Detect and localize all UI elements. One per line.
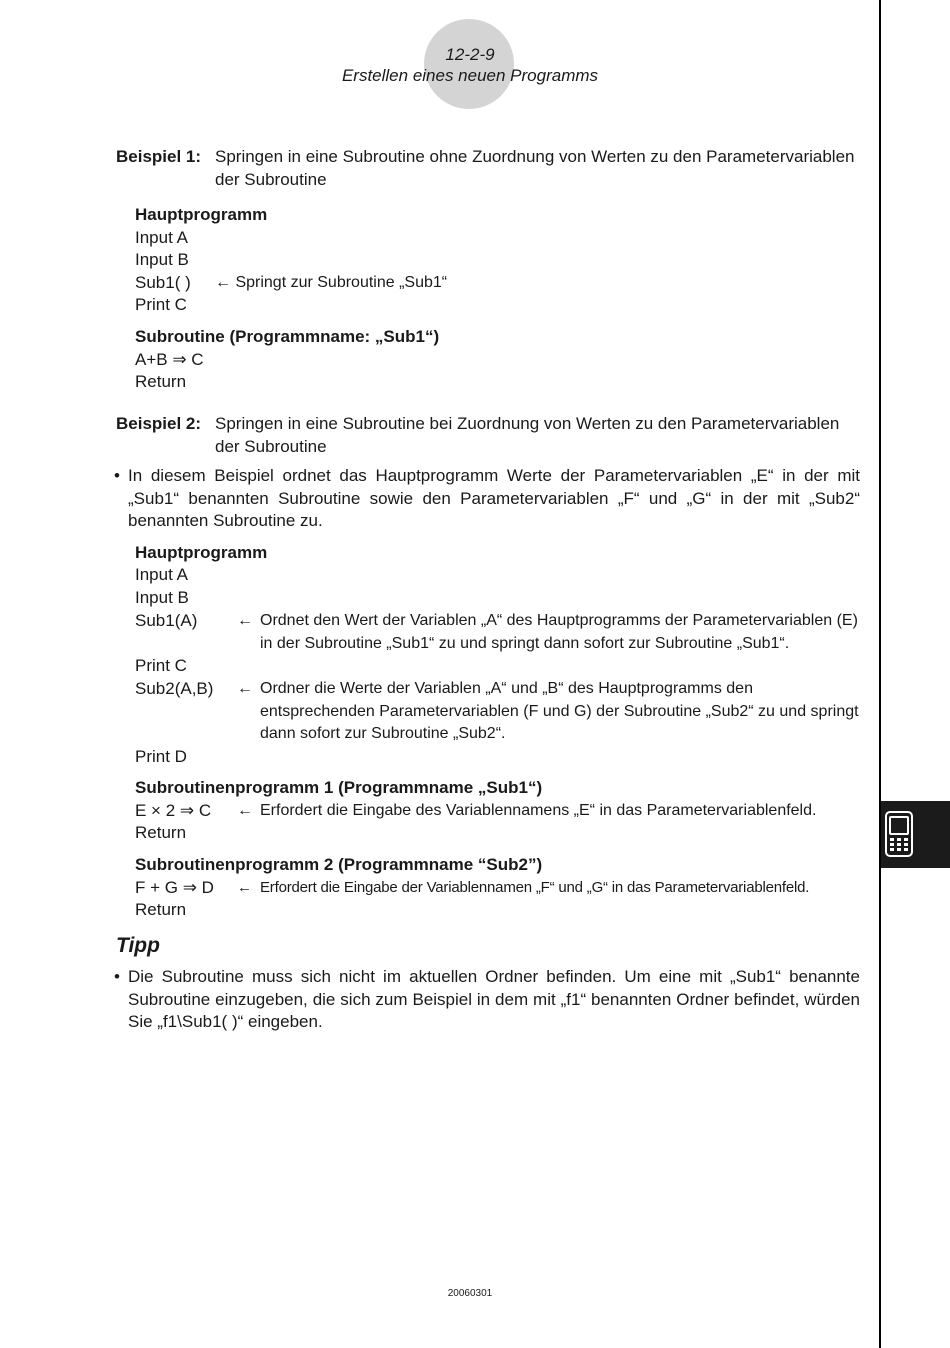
left-arrow-icon: ← — [237, 680, 253, 697]
subprog2-line: F + G ⇒ D — [135, 878, 214, 897]
example1-sub-heading: Subroutine (Programmname: „Sub1“) — [135, 327, 440, 346]
example1-main-heading: Hauptprogramm — [135, 205, 268, 224]
calculator-icon — [885, 811, 913, 857]
example2-sub2-note — [237, 678, 862, 746]
right-margin-rule — [879, 0, 881, 1348]
example2-line-print-c: Print C — [135, 656, 187, 675]
left-arrow-icon: ← — [237, 612, 253, 629]
subprog1-note-text: Erfordert die Eingabe des Variablennamens „E“ in das Parametervariablenfeld. — [260, 802, 817, 819]
example1-label: Beispiel 1: — [116, 147, 202, 166]
example1-sub1-comment: ← Springt zur Subroutine „Sub1“ — [215, 274, 448, 291]
example2-label: Beispiel 2: — [116, 414, 202, 433]
example2-main-heading: Hauptprogramm — [135, 543, 268, 562]
bullet-marker: • — [114, 967, 120, 986]
subprog2-return: Return — [135, 900, 187, 919]
page-title: Erstellen eines neuen Programms — [341, 66, 599, 85]
example1-text: Springen in eine Subroutine ohne Zuordnung von Werten zu den Parametervariablen der Subroutine — [215, 147, 855, 189]
example2-line-input-b: Input B — [135, 588, 189, 607]
tipp-heading: Tipp — [116, 934, 160, 957]
footer-code: 20060301 — [447, 1288, 493, 1299]
example1-sub-line-1: A+B ⇒ C — [135, 350, 204, 369]
subprog1-return: Return — [135, 823, 187, 842]
example1-line-input-b: Input B — [135, 250, 189, 269]
tipp-text: Die Subroutine muss sich nicht im aktuellen Ordner befinden. Um eine mit „Sub1“ benannte Subroutine einzugeben, die sich zum Beispiel in dem mit „f1“ benannten Ordner befindet, würden Sie „f1\Sub1( )“ eingeben. — [128, 967, 860, 1031]
example1-line-sub1: Sub1( ) — [135, 273, 191, 292]
subprog1-note — [237, 800, 862, 823]
example2-line-input-a: Input A — [135, 565, 188, 584]
example2-sub1-note — [237, 610, 862, 655]
chapter-tab — [881, 801, 950, 868]
subprog2-heading: Subroutinenprogramm 2 (Programmname “Sub2”) — [135, 855, 543, 874]
page-number: 12-2-9 — [445, 45, 495, 64]
example1-line-print-c: Print C — [135, 295, 187, 314]
subprog2-note — [237, 877, 862, 900]
left-arrow-icon: ← — [237, 802, 253, 819]
subprog1-line: E × 2 ⇒ C — [135, 801, 212, 820]
example2-bullet-text: In diesem Beispiel ordnet das Hauptprogramm Werte der Parametervariablen „E“ in der mit „Sub1“ benannten Subroutine sowie den Parametervariablen „F“ und „G“ in der mit „Sub2“ benannten Subroutine zu. — [128, 466, 860, 530]
example2-sub1-note-text: Ordnet den Wert der Variablen „A“ des Hauptprogramms der Parametervariablen (E) in der Subroutine „Sub1“ zu und springt dann sofort zur Subroutine „Sub1“. — [260, 612, 858, 652]
bullet-marker: • — [114, 466, 120, 485]
example1-sub-line-2: Return — [135, 372, 187, 391]
subprog1-heading: Subroutinenprogramm 1 (Programmname „Sub1“) — [135, 778, 543, 797]
example2-line-sub2: Sub2(A,B) — [135, 679, 214, 698]
subprog2-note-text: Erfordert die Eingabe der Variablennamen „F“ und „G“ in das Parametervariablenfeld. — [260, 879, 810, 896]
example2-sub2-note-text: Ordner die Werte der Variablen „A“ und „B“ des Hauptprogramms den entsprechenden Parametervariablen (F und G) der Subroutine „Sub2“ zu und springt dann sofort zur Subroutine „Sub2“. — [260, 680, 859, 742]
left-arrow-icon: ← — [237, 879, 252, 896]
example2-text: Springen in eine Subroutine bei Zuordnung von Werten zu den Parametervariablen der Subroutine — [215, 414, 840, 456]
example2-line-print-d: Print D — [135, 747, 187, 766]
example1-line-input-a: Input A — [135, 228, 188, 247]
example2-line-sub1: Sub1(A) — [135, 611, 198, 630]
